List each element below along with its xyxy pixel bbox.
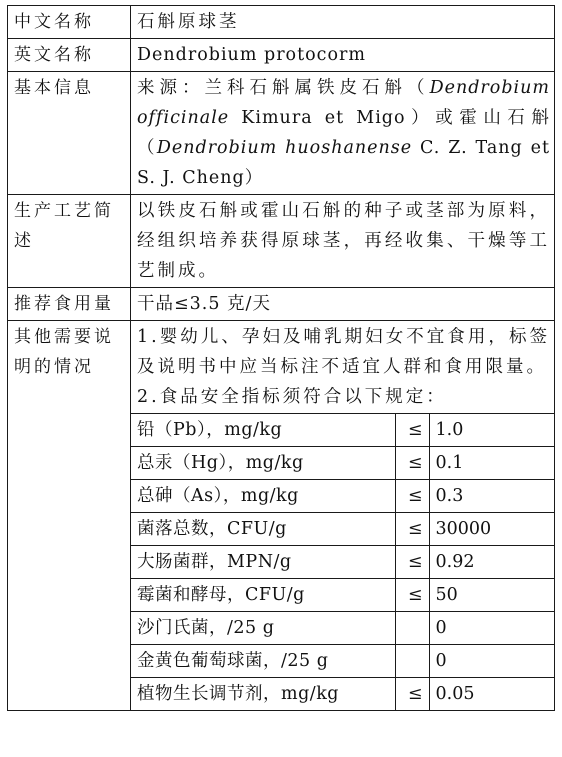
safety-limits-table bbox=[131, 413, 555, 710]
limit-value: 0.3 bbox=[429, 480, 555, 513]
basic-info-label: 基本信息 bbox=[8, 72, 131, 195]
limit-row bbox=[131, 447, 555, 480]
limit-value: 0.05 bbox=[429, 678, 555, 711]
limit-name: 植物生长调节剂，mg/kg bbox=[131, 678, 395, 711]
row-process bbox=[8, 195, 555, 288]
latin-name-huoshanense: Dendrobium huoshanense bbox=[156, 138, 413, 158]
notes-label: 其他需要说明的情况 bbox=[8, 321, 131, 711]
limit-name: 总砷（As），mg/kg bbox=[131, 480, 395, 513]
limit-name: 铅（Pb），mg/kg bbox=[131, 414, 395, 447]
limit-row bbox=[131, 612, 555, 645]
limit-name: 总汞（Hg），mg/kg bbox=[131, 447, 395, 480]
limit-value: 50 bbox=[429, 579, 555, 612]
intake-label: 推荐食用量 bbox=[8, 288, 131, 321]
limit-operator: ≤ bbox=[395, 678, 429, 711]
limit-name: 大肠菌群，MPN/g bbox=[131, 546, 395, 579]
row-recommended-intake bbox=[8, 288, 555, 321]
limit-row bbox=[131, 645, 555, 678]
limit-value: 30000 bbox=[429, 513, 555, 546]
process-label: 生产工艺简述 bbox=[8, 195, 131, 288]
source-prefix: 来源：兰科石斛属铁皮石斛（ bbox=[137, 78, 430, 98]
limit-row bbox=[131, 414, 555, 447]
row-basic-info bbox=[8, 72, 555, 195]
limit-row bbox=[131, 513, 555, 546]
limit-value: 0.1 bbox=[429, 447, 555, 480]
limit-row bbox=[131, 480, 555, 513]
limit-operator: ≤ bbox=[395, 480, 429, 513]
row-chinese-name bbox=[8, 6, 555, 39]
notes-value bbox=[131, 321, 555, 711]
notes-intro bbox=[131, 321, 554, 413]
limit-operator bbox=[395, 612, 429, 645]
limit-operator: ≤ bbox=[395, 447, 429, 480]
basic-info-value bbox=[131, 72, 555, 195]
latin-name-officinale: Dendrobium officinale bbox=[137, 78, 550, 128]
note-2: 2.食品安全指标须符合以下规定： bbox=[137, 387, 447, 407]
limit-operator: ≤ bbox=[395, 414, 429, 447]
limit-name: 金黄色葡萄球菌，/25 g bbox=[131, 645, 395, 678]
limit-name: 沙门氏菌，/25 g bbox=[131, 612, 395, 645]
chinese-name-label: 中文名称 bbox=[8, 6, 131, 39]
limit-operator bbox=[395, 645, 429, 678]
limit-operator: ≤ bbox=[395, 546, 429, 579]
limit-value: 0.92 bbox=[429, 546, 555, 579]
limit-operator: ≤ bbox=[395, 513, 429, 546]
source-authority-2: C. Z. Tang et S. J. Cheng） bbox=[137, 138, 551, 188]
limit-row bbox=[131, 579, 555, 612]
source-authority-1: Kimura et Migo）或霍山石斛（ bbox=[137, 108, 550, 158]
english-name-label: 英文名称 bbox=[8, 39, 131, 72]
spec-table bbox=[7, 5, 555, 711]
limit-row bbox=[131, 546, 555, 579]
note-1: 1.婴幼儿、孕妇及哺乳期妇女不宜食用，标签及说明书中应当标注不适宜人群和食用限量。 bbox=[137, 327, 550, 377]
chinese-name-value: 石斛原球茎 bbox=[131, 6, 555, 39]
process-value: 以铁皮石斛或霍山石斛的种子或茎部为原料，经组织培养获得原球茎，再经收集、干燥等工艺制成。 bbox=[131, 195, 555, 288]
limit-value: 0 bbox=[429, 612, 555, 645]
row-english-name bbox=[8, 39, 555, 72]
limit-row bbox=[131, 678, 555, 711]
limit-value: 1.0 bbox=[429, 414, 555, 447]
row-other-notes bbox=[8, 321, 555, 711]
limit-value: 0 bbox=[429, 645, 555, 678]
limit-name: 菌落总数，CFU/g bbox=[131, 513, 395, 546]
english-name-value: Dendrobium protocorm bbox=[131, 39, 555, 72]
limit-operator: ≤ bbox=[395, 579, 429, 612]
intake-value: 干品≤3.5 克/天 bbox=[131, 288, 555, 321]
limit-name: 霉菌和酵母，CFU/g bbox=[131, 579, 395, 612]
